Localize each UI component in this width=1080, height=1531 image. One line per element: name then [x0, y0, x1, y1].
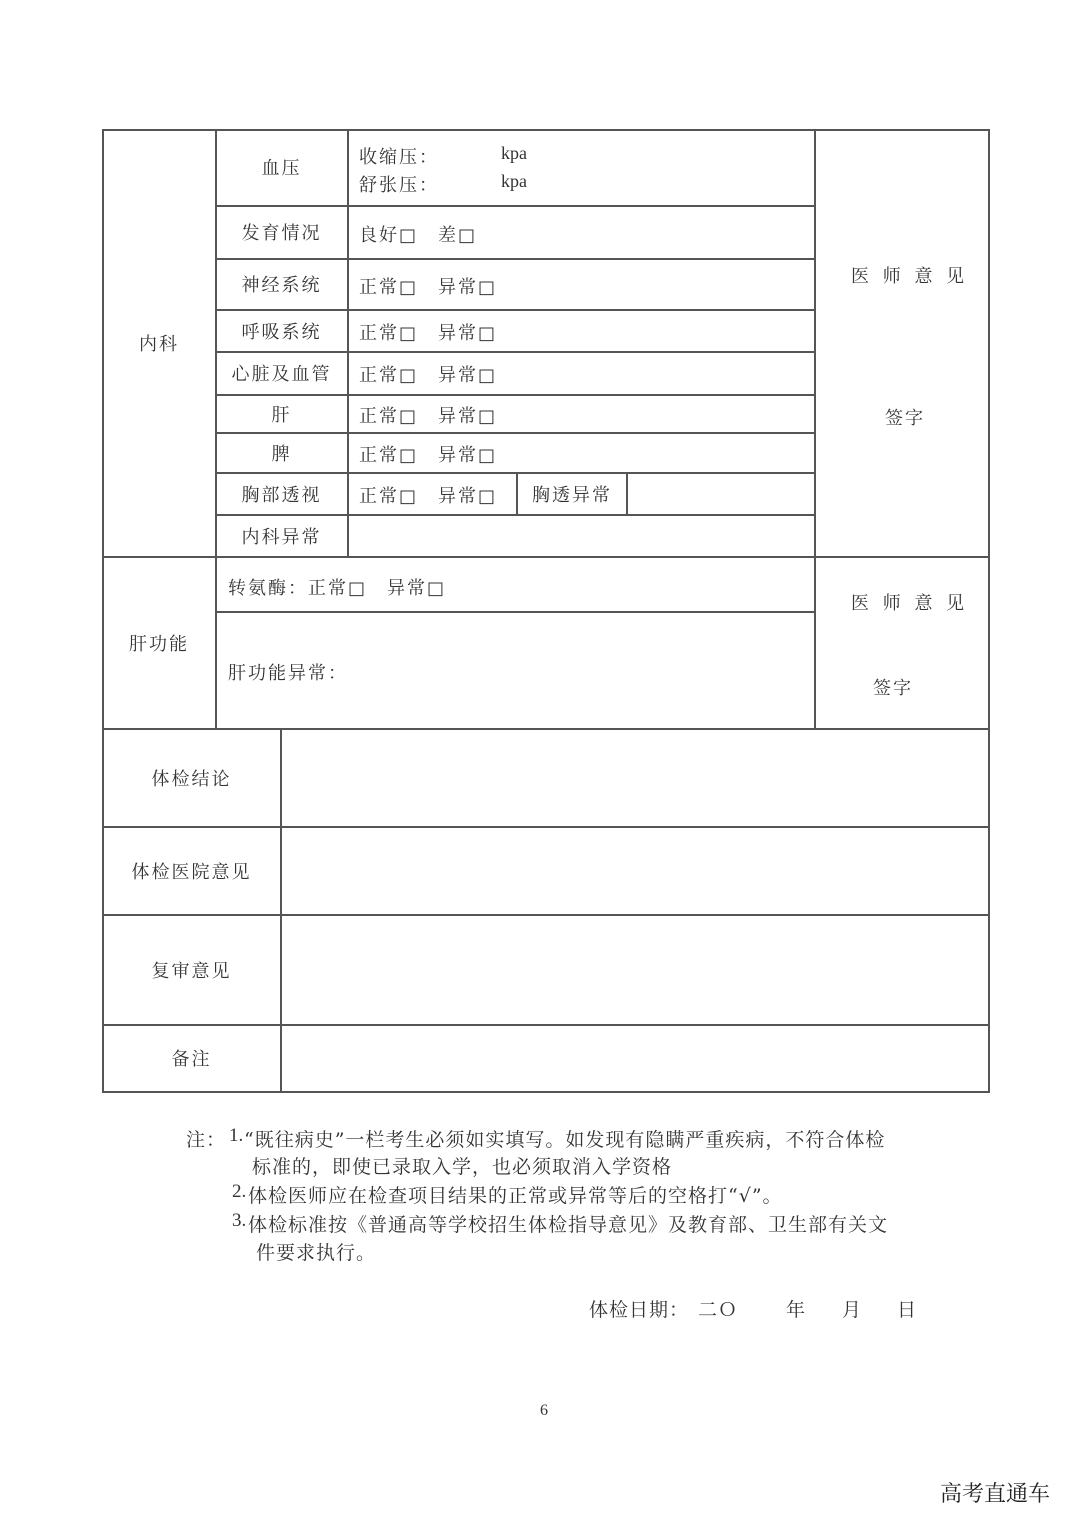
systolic-unit: kpa [501, 143, 527, 163]
exam-date-month: 月 [842, 1299, 863, 1321]
review-opinion-label: 复审意见 [151, 960, 232, 982]
row-label-internal-abnormal: 内科异常 [241, 526, 322, 548]
row-label-spleen: 脾 [271, 443, 292, 465]
watermark: 高考直通车 [940, 1482, 1051, 1507]
chest-xray-abnormal-field[interactable] [628, 474, 813, 513]
development-options[interactable]: 良好□ 差□ [359, 225, 478, 246]
nervous-options[interactable]: 正常□ 异常□ [359, 277, 498, 298]
respiratory-options[interactable]: 正常□ 异常□ [359, 323, 498, 344]
cardio-options[interactable]: 正常□ 异常□ [359, 365, 498, 386]
exam-conclusion-field[interactable] [283, 730, 987, 824]
note-3-line-2: 件要求执行。 [256, 1242, 377, 1264]
notes-prefix: 注： [186, 1129, 227, 1151]
exam-date-day: 日 [897, 1299, 918, 1321]
row-label-chest-xray: 胸部透视 [241, 484, 322, 506]
internal-medicine-label: 内科 [139, 333, 179, 355]
spleen-options[interactable]: 正常□ 异常□ [359, 445, 498, 466]
systolic-label: 收缩压： [359, 147, 439, 168]
exam-date-prefix: 二Ｏ [698, 1299, 739, 1321]
note-1-number: 1. [229, 1125, 244, 1146]
exam-date-year: 年 [786, 1299, 807, 1321]
row-label-nervous: 神经系统 [241, 275, 322, 296]
hospital-opinion-field[interactable] [283, 828, 987, 913]
blood-pressure-label: 血压 [261, 158, 302, 179]
page-number: 6 [540, 1402, 548, 1419]
review-opinion-field[interactable] [283, 916, 987, 1023]
exam-conclusion-label: 体检结论 [151, 768, 232, 790]
liver-options[interactable]: 正常□ 异常□ [359, 406, 498, 427]
diastolic-unit: kpa [501, 171, 527, 191]
row-label-development: 发育情况 [241, 223, 322, 244]
internal-abnormal-field[interactable] [349, 516, 813, 555]
note-2-number: 2. [232, 1181, 247, 1202]
note-1-line-2: 标准的，即使已录取入学，也必须取消入学资格 [252, 1156, 673, 1178]
note-1-line-1: “既往病史”一栏考生必须如实填写。如发现有隐瞒严重疾病，不符合体检 [244, 1129, 886, 1151]
transaminase-options[interactable]: 转氨酶：正常□ 异常□ [228, 578, 447, 599]
exam-date-label: 体检日期： [589, 1299, 690, 1321]
remarks-label: 备注 [171, 1049, 212, 1070]
internal-doctor-opinion-label: 医 师 意 见 [851, 266, 969, 287]
liver-doctor-opinion-label: 医 师 意 见 [851, 593, 969, 614]
diastolic-label: 舒张压： [359, 175, 439, 196]
note-3-number: 3. [232, 1210, 247, 1231]
internal-signature-label: 签字 [885, 408, 925, 429]
row-label-liver: 肝 [271, 404, 292, 426]
liver-abnormal-label: 肝功能异常： [228, 663, 348, 684]
liver-signature-label: 签字 [873, 678, 913, 699]
chest-xray-options[interactable]: 正常□ 异常□ [359, 486, 498, 507]
chest-xray-abnormal-label: 胸透异常 [532, 484, 612, 506]
note-3-line-1: 体检标准按《普通高等学校招生体检指导意见》及教育部、卫生部有关文 [248, 1214, 889, 1236]
hospital-opinion-label: 体检医院意见 [131, 861, 252, 883]
row-label-respiratory: 呼吸系统 [241, 321, 322, 343]
liver-function-label: 肝功能 [129, 633, 189, 655]
row-label-cardio: 心脏及血管 [231, 364, 332, 385]
note-2-text: 体检医师应在检查项目结果的正常或异常等后的空格打“√”。 [248, 1185, 783, 1207]
remarks-field[interactable] [283, 1026, 987, 1090]
